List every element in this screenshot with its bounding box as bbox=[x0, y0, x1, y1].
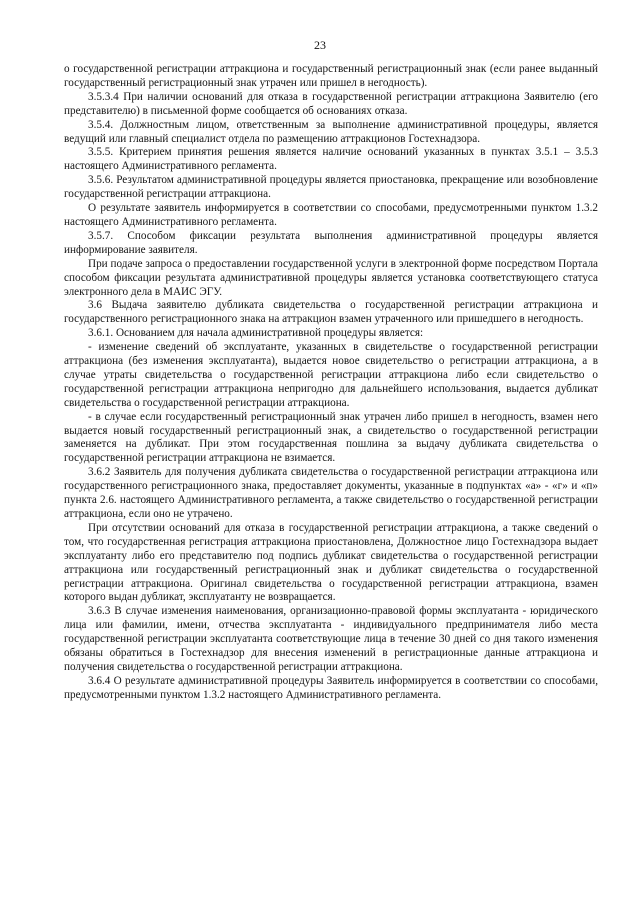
paragraph-3-5-3-4: 3.5.3.4 При наличии оснований для отказа в государственной регистрации аттракциона Заявителю (его представителю) в письменной форме сообщается об основаниях отказа. bbox=[64, 90, 598, 117]
paragraph-3-6-2: 3.6.2 Заявитель для получения дубликата свидетельства о государственной регистрации аттракциона или государственного регистрационного знака, предоставляет документы, указанные в подпунктах «а» - «г» и «п» пункта 2.6. настоящего Административного регламента, а также свидетельство о государственной регистрации аттракциона, если оно не утрачено. bbox=[64, 466, 598, 520]
paragraph-no-refusal: При отсутствии оснований для отказа в государственной регистрации аттракциона, а также сведений о том, что государственная регистрация аттракциона приостановлена, Должностное лицо Гостехнадзора выдает эксплуатанту либо его представителю под подпись дубликат свидетельства о государственной регистрации аттракциона или государственный регистрационный знак и дубликат свидетельства о государственной регистрации аттракциона. Оригинал свидетельства о государственной регистрации аттракциона, взамен которого выдан дубликат, эксплуатанту не возвращается. bbox=[64, 521, 598, 604]
paragraph-portal-request: При подаче запроса о предоставлении государственной услуги в электронной форме посредством Портала способом фиксации результата административной процедуры является установка соответствующего статуса электронного дела в МАИС ЭГУ. bbox=[64, 257, 598, 298]
list-item-operator-change: - изменение сведений об эксплуатанте, указанных в свидетельстве о государственной регистрации аттракциона (без изменения эксплуатанта), выдается новое свидетельство о регистрации аттракциона, а в случае утраты свидетельства о государственной регистрации аттракциона либо если свидетельство о государственной регистрации аттракциона непригодно для дальнейшего использования, выдается дубликат свидетельства о государственной регистрации аттракциона. bbox=[64, 341, 598, 409]
paragraph-3-5-7: 3.5.7. Способом фиксации результата выполнения административной процедуры является информирование заявителя. bbox=[64, 229, 598, 256]
paragraph-3-6-4: 3.6.4 О результате административной процедуры Заявитель информируется в соответствии со способами, предусмотренными пунктом 1.3.2 настоящего Административного регламента. bbox=[64, 674, 598, 701]
paragraph-3-5-6: 3.5.6. Результатом административной процедуры является приостановка, прекращение или возобновление государственной регистрации аттракциона. bbox=[64, 174, 598, 201]
paragraph-3-6-1: 3.6.1. Основанием для начала административной процедуры является: bbox=[88, 327, 424, 340]
paragraph-3-5-5: 3.5.5. Критерием принятия решения является наличие оснований указанных в пунктах 3.5.1 – 3.5.3 настоящего Административного регламента. bbox=[64, 146, 598, 173]
list-item-lost-sign: - в случае если государственный регистрационный знак утрачен либо пришел в негодность, взамен него выдается новый государственный регистрационный знак, а свидетельство о государственной регистрации заменяется на дубликат. При этом государственная пошлина за выдачу дубликата свидетельства о государственной регистрации аттракциона не взимается. bbox=[64, 410, 598, 465]
paragraph-3-6: 3.6 Выдача заявителю дубликата свидетельства о государственной регистрации аттракциона и государственного регистрационного знака на аттракцион взамен утраченного или пришедшего в негодность. bbox=[64, 299, 598, 326]
page-number: 23 bbox=[314, 38, 326, 52]
paragraph-continuation: о государственной регистрации аттракциона и государственный регистрационный знак (если ранее выданный государственный регистрационный знак утрачен или пришел в негодность). bbox=[64, 63, 598, 89]
paragraph-3-6-3: 3.6.3 В случае изменения наименования, организационно-правовой формы эксплуатанта - юридического лица или фамилии, имени, отчества эксплуатанта - индивидуального предпринимателя либо места государственной регистрации эксплуатанта соответствующие лица в течение 30 дней со дня такого изменения обязаны обратиться в Гостехнадзор для внесения изменений в регистрационные данные аттракциона и получения свидетельства о государственной регистрации аттракциона. bbox=[64, 605, 598, 673]
document-body bbox=[64, 63, 598, 703]
paragraph-3-5-4: 3.5.4. Должностным лицом, ответственным за выполнение административной процедуры, является ведущий или главный специалист отдела по размещению аттракционов Гостехнадзора. bbox=[64, 118, 598, 145]
paragraph-result-informing: О результате заявитель информируется в соответствии со способами, предусмотренными пунктом 1.3.2 настоящего Административного регламента. bbox=[64, 202, 598, 228]
